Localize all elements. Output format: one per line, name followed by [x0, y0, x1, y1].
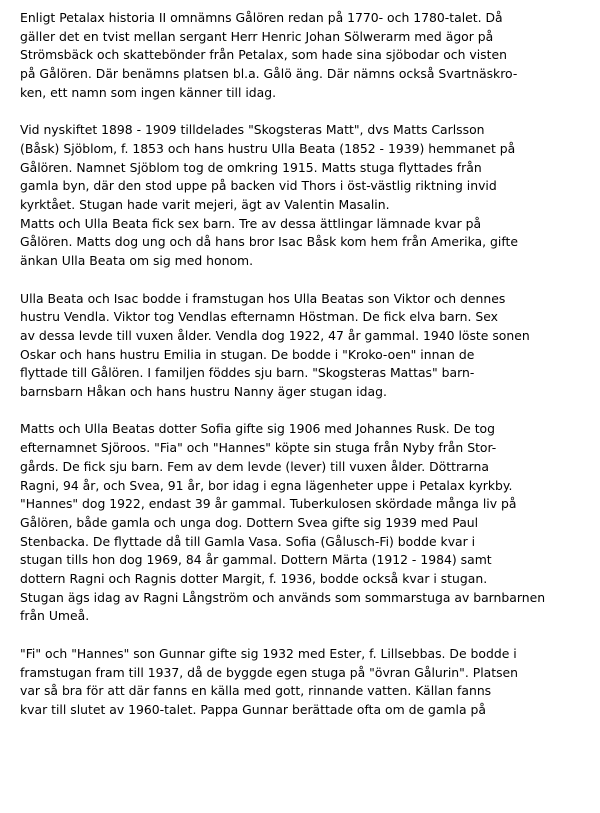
text-line: flyttade till Gålören. I familjen föddes sju barn. "Skogsteras Mattas" barn- — [20, 365, 475, 381]
paragraph-4 — [20, 420, 590, 626]
text-line: "Fi" och "Hannes" son Gunnar gifte sig 1932 med Ester, f. Lillsebbas. De bodde i — [20, 645, 517, 661]
text-line: dottern Ragni och Ragnis dotter Margit, f. 1936, bodde också kvar i stugan. — [20, 571, 488, 587]
text-line: Matts och Ulla Beatas dotter Sofia gifte sig 1906 med Johannes Rusk. De tog — [20, 421, 495, 437]
text-line: ken, ett namn som ingen känner till idag. — [20, 84, 277, 100]
text-line: Strömsbäck och skattebönder från Petalax, som hade sina sjöbodar och visten — [20, 47, 507, 63]
paragraph-3 — [20, 290, 590, 402]
text-line: gårds. De fick sju barn. Fem av dem levde (lever) till vuxen ålder. Döttrarna — [20, 458, 489, 474]
text-line: gamla byn, där den stod uppe på backen vid Thors i öst-västlig riktning invid — [20, 178, 497, 194]
text-line: Enligt Petalax historia II omnämns Gålören redan på 1770- och 1780-talet. Då — [20, 10, 503, 25]
text-line: Ragni, 94 år, och Svea, 91 år, bor idag i egna lägenheter uppe i Petalax kyrkby. — [20, 477, 513, 493]
text-line: Gålören. Matts dog ung och då hans bror Isac Båsk kom hem från Amerika, gifte — [20, 234, 518, 250]
text-line: barnsbarn Håkan och hans hustru Nanny äger stugan idag. — [20, 384, 387, 400]
text-line: änkan Ulla Beata om sig med honom. — [20, 253, 254, 269]
text-line: kyrktået. Stugan hade varit mejeri, ägt av Valentin Masalin. — [20, 197, 390, 213]
text-line: efternamnet Sjöroos. "Fia" och "Hannes" köpte sin stuga från Nyby från Stor- — [20, 440, 497, 456]
text-line: Stenbacka. De flyttade då till Gamla Vasa. Sofia (Gålusch-Fi) bodde kvar i — [20, 533, 476, 549]
text-line: av dessa levde till vuxen ålder. Vendla dog 1922, 47 år gammal. 1940 löste sonen — [20, 327, 530, 343]
text-line: stugan tills hon dog 1969, 84 år gammal. Dottern Märta (1912 - 1984) samt — [20, 552, 492, 568]
text-line: Matts och Ulla Beata fick sex barn. Tre av dessa ättlingar lämnade kvar på — [20, 215, 482, 231]
text-line: Oskar och hans hustru Emilia in stugan. De bodde i "Kroko-oen" innan de — [20, 346, 475, 362]
text-line: från Umeå. — [20, 608, 90, 624]
text-line: framstugan fram till 1937, då de byggde egen stuga på "övran Gålurin". Platsen — [20, 664, 519, 680]
text-line: på Gålören. Där benämns platsen bl.a. Gålö äng. Där nämns också Svartnäskro- — [20, 66, 518, 82]
paragraph-5 — [20, 645, 590, 720]
text-line: hustru Vendla. Viktor tog Vendlas efternamn Höstman. De fick elva barn. Sex — [20, 309, 498, 325]
text-line: Vid nyskiftet 1898 - 1909 tilldelades "Skogsteras Matt", dvs Matts Carlsson — [20, 122, 485, 138]
text-line: gäller det en tvist mellan sergant Herr Henric Johan Sölwerarm med ägor på — [20, 28, 494, 44]
text-line: (Båsk) Sjöblom, f. 1853 och hans hustru Ulla Beata (1852 - 1939) hemmanet på — [20, 140, 516, 156]
text-line: Stugan ägs idag av Ragni Långström och används som sommarstuga av barnbarnen — [20, 589, 546, 605]
text-line: "Hannes" dog 1922, endast 39 år gammal. Tuberkulosen skördade många liv på — [20, 496, 517, 512]
text-line: Gålören, både gamla och unga dog. Dottern Svea gifte sig 1939 med Paul — [20, 514, 479, 530]
paragraph-2 — [20, 121, 590, 271]
paragraph-1 — [20, 9, 590, 103]
text-line: kvar till slutet av 1960-talet. Pappa Gunnar berättade ofta om de gamla på — [20, 701, 486, 717]
text-line: Gålören. Namnet Sjöblom tog de omkring 1915. Matts stuga flyttades från — [20, 159, 482, 175]
text-line: Ulla Beata och Isac bodde i framstugan hos Ulla Beatas son Viktor och dennes — [20, 290, 506, 306]
text-line: var så bra för att där fanns en källa med gott, rinnande vatten. Källan fanns — [20, 683, 492, 699]
